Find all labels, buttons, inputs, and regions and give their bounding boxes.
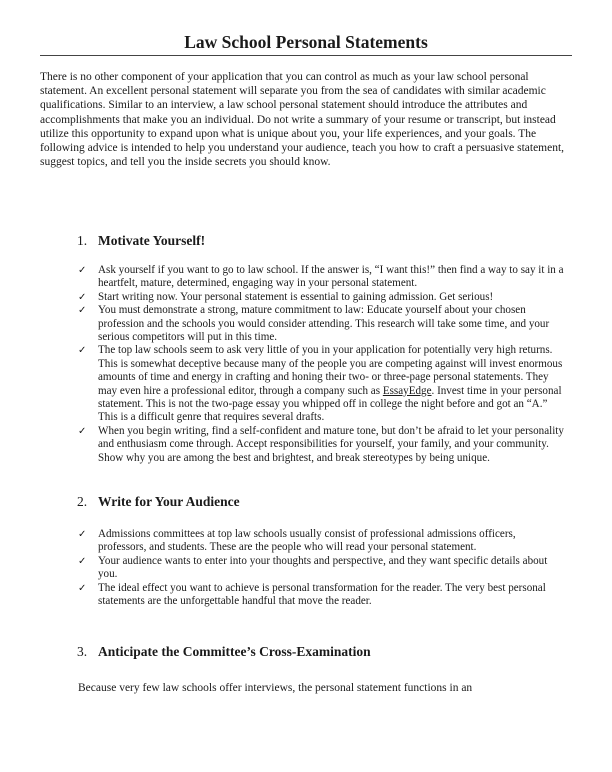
list-item: ✓ You must demonstrate a strong, mature commitment to law: Educate yourself about your chosen profession and the schools you would consider attending. This research will take some time, and your serious competitors will put in this time. [78,304,550,344]
bullet-list-motivate [78,264,564,465]
checkmark-icon: ✓ [78,291,87,303]
checkmark-icon: ✓ [78,305,87,317]
body-paragraph: Because very few law schools offer interviews, the personal statement functions in an [78,682,473,694]
checkmark-icon: ✓ [78,425,87,437]
checkmark-icon: ✓ [78,529,87,540]
list-item: ✓ Ask yourself if you want to go to law school. If the answer is, “I want this!” then find a way to say it in a heartfelt, mature, determined, engaging way in your personal statement. [78,264,564,290]
bullet-list-audience [78,528,564,608]
essayedge-link[interactable]: EssayEdge [382,384,432,397]
checkmark-icon: ✓ [78,555,87,567]
section-title: Anticipate the Committee’s Cross-Examination [98,644,371,659]
list-item: ✓ When you begin writing, find a self-confident and mature tone, but don’t be afraid to let your personality and enthusiasm come through. Accept responsibilities for yourself, your family, and your community. Show why you are among the best and brightest, and break stereotypes by being unique. [78,424,564,464]
list-item: ✓ Admissions committees at top law schools usually consist of professional admissions officers, professors, and students. These are the people who will read your personal statement. [78,528,516,554]
section-title: Motivate Yourself! [98,233,206,248]
checkmark-icon: ✓ [78,582,87,594]
list-item: ✓ Start writing now. Your personal statement is essential to gaining admission. Get serious! [78,290,494,303]
section-heading-motivate [77,233,205,249]
section-number: 2. [77,494,88,509]
checkmark-icon: ✓ [78,345,87,357]
section-heading-audience [77,494,240,510]
intro-paragraph: There is no other component of your application that you can control as much as your law school personal statement. An excellent personal statement will separate you from the sea of candidates with similar academic qualifications. Similar to an interview, a law school personal statement should introduce the attributes and accomplishments that make you an individual. Do not write a summary of your resume or transcript, but instead utilize this opportunity to expand upon what is unique about you, your life experiences, and your goals. The following advice is intended to help you understand your audience, teach you how to craft a persuasive statement, suggest topics, and tell you the inside secrets you should know. [40,71,565,169]
checkmark-icon: ✓ [78,265,87,276]
list-item: ✓ Your audience wants to enter into your thoughts and perspective, and they want specific details about you. [78,554,548,581]
section-number: 1. [77,233,88,248]
section-title: Write for Your Audience [98,494,240,509]
list-item: ✓ The top law schools seem to ask very little of you in your application for potentially very high returns. This is somewhat deceptive because many of the people you are competing against will invest enormous amounts of time and energy in crafting and honing their two- or three-page personal statements. They may even hire a professional editor, through a company such as EssayEdge. Invest time in your personal statement. This is not the two-page essay you whipped off in college the night before and got an “A.” This is a difficult genre that requires several drafts. [78,344,563,424]
list-item: ✓ The ideal effect you want to achieve is personal transformation for the reader. The very best personal statements are the unforgettable handful that move the reader. [78,581,546,608]
section-heading-cross-examination [77,644,371,660]
page-title: Law School Personal Statements [40,32,572,56]
section-number: 3. [77,644,88,659]
